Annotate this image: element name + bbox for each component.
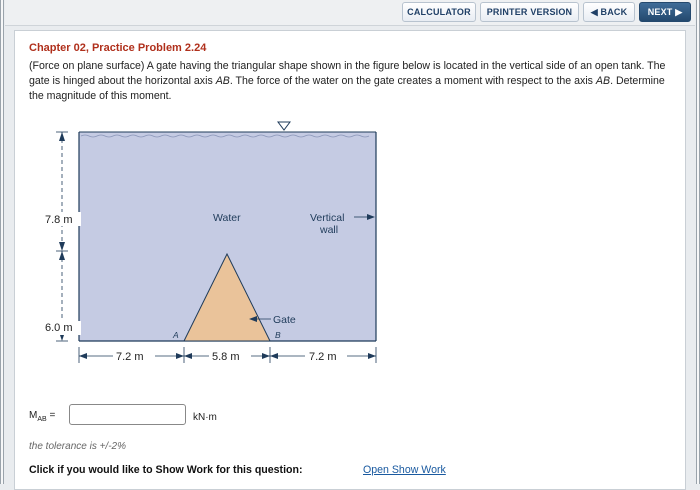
show-work-prompt: Click if you would like to Show Work for this question: xyxy=(29,464,303,476)
left-border xyxy=(0,0,4,484)
point-b-label: B xyxy=(275,330,281,340)
bottom-dim-arrow-2 xyxy=(176,353,184,359)
bottom-dim-arrow-3 xyxy=(184,353,192,359)
free-surface-marker-icon xyxy=(278,122,290,130)
axis-ab-1: AB xyxy=(215,75,230,87)
dim-left-width-label: 7.2 m xyxy=(116,351,144,363)
open-show-work-link[interactable]: Open Show Work xyxy=(363,464,446,476)
tank-gate-figure xyxy=(29,115,379,375)
bottom-dim-arrow-4 xyxy=(262,353,270,359)
problem-text-1: (Force on plane surface) A gate having the triangular shape shown in the figure below is located in the vertical side of an open tank. The gate is hinged about the horizontal axis xyxy=(29,60,666,87)
bottom-dim-arrow-6 xyxy=(368,353,376,359)
question-panel xyxy=(14,30,686,490)
axis-ab-2: AB xyxy=(595,75,611,87)
point-a-label: A xyxy=(173,330,179,340)
moment-answer-input[interactable] xyxy=(69,404,186,425)
problem-text-2: . The force of the water on the gate creates a moment with respect to the axis xyxy=(229,75,596,87)
bottom-dim-arrow-1 xyxy=(79,353,87,359)
gate-label: Gate xyxy=(273,314,296,326)
left-dim-arrow-3 xyxy=(59,251,65,260)
problem-title: Chapter 02, Practice Problem 2.24 xyxy=(29,42,207,54)
left-dim-arrow-2 xyxy=(59,242,65,251)
tolerance-note: the tolerance is +/-2% xyxy=(29,441,126,452)
printer-version-button[interactable]: PRINTER VERSION xyxy=(480,2,579,22)
moment-label-equals: = xyxy=(46,410,56,421)
wall-label-line-2: wall xyxy=(320,224,339,236)
left-dim-arrow-1 xyxy=(59,132,65,141)
moment-label-sub: AB xyxy=(37,416,47,423)
problem-statement xyxy=(29,59,677,104)
dim-mid-width-label: 5.8 m xyxy=(212,351,240,363)
back-button[interactable]: ◀ BACK xyxy=(583,2,635,22)
toolbar xyxy=(5,0,695,26)
dim-bottom-label: 6.0 m xyxy=(45,322,73,334)
dim-top-label: 7.8 m xyxy=(45,214,73,226)
problem-text-3: . Determine the magnitude of this moment. xyxy=(29,75,665,102)
next-button[interactable]: NEXT ▶ xyxy=(639,2,691,22)
moment-unit: kN·m xyxy=(193,412,217,423)
moment-label-main: M xyxy=(29,410,38,421)
answer-row xyxy=(29,404,329,426)
wall-label-line-1: Vertical xyxy=(310,212,345,224)
calculator-button[interactable]: CALCULATOR xyxy=(402,2,476,22)
water-label: Water xyxy=(213,212,241,224)
moment-label xyxy=(29,410,55,423)
right-border xyxy=(696,0,700,484)
dim-right-width-label: 7.2 m xyxy=(309,351,337,363)
bottom-dim-arrow-5 xyxy=(270,353,278,359)
